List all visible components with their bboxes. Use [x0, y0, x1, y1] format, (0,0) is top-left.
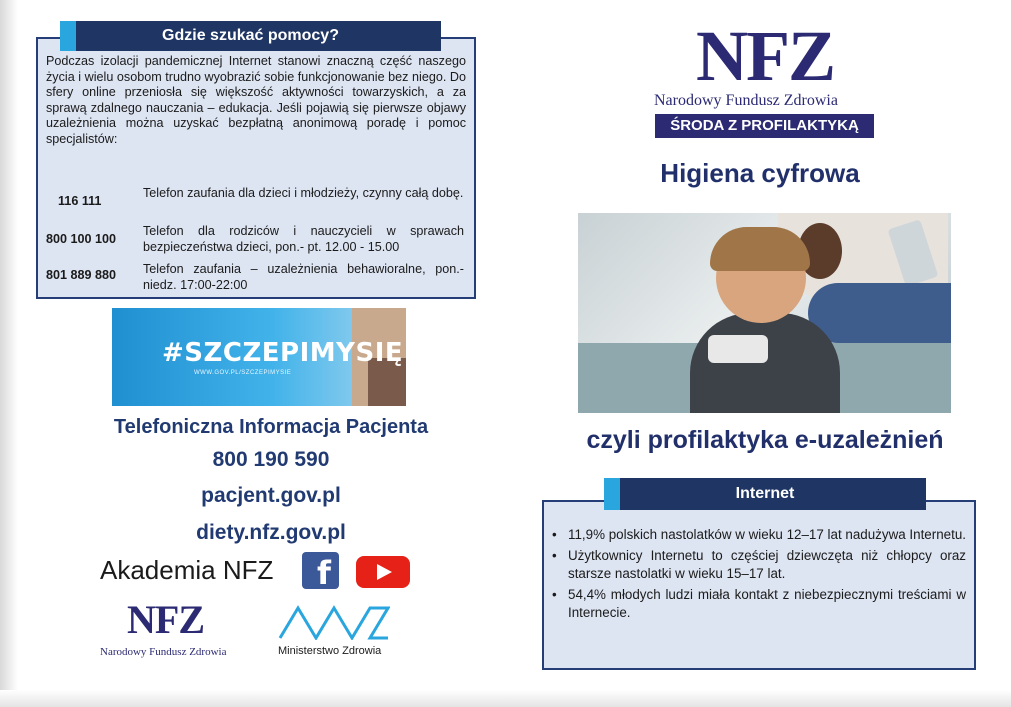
mz-caption: Ministerstwo Zdrowia — [278, 645, 382, 657]
nfz-logo-large: NFZ — [696, 16, 834, 96]
page-shadow-left — [0, 0, 18, 707]
help-intro: Podczas izolacji pandemicznej Internet stanowi znaczną część naszego życia i wielu osobom trudno wyobrazić sobie funkcjonowanie bez niego. Do sfery online przeniosła się większość aktywności towarzyskich, a za sprawą zdalnego nauczania – edukacja. Jeśli pojawią się pierwsze objawy uzależnienia można uzyskać bezpłatną anonimową poradę i pomoc specjalistów: — [46, 54, 466, 146]
campaign-badge: ŚRODA Z PROFILAKTYKĄ — [655, 114, 874, 138]
main-title: Higiena cyfrowa — [660, 158, 860, 188]
internet-header — [604, 478, 926, 510]
akademia-label: Akademia NFZ — [100, 555, 274, 585]
internet-title: Internet — [735, 485, 795, 502]
main-subtitle: czyli profilaktyka e-uzależnień — [586, 426, 944, 454]
nfz-logo-small: NFZ — [127, 597, 204, 642]
phone-number: 801 889 880 — [46, 268, 117, 282]
help-header — [60, 21, 441, 51]
internet-bullets — [552, 526, 966, 625]
facebook-icon[interactable]: f — [302, 552, 339, 589]
photo-shape — [708, 335, 768, 363]
header-accent — [604, 478, 620, 510]
help-title: Gdzie szukać pomocy? — [162, 27, 339, 44]
phone-description: Telefon zaufania dla dzieci i młodzieży, czynny całą dobę. — [143, 186, 464, 200]
tip-label: Telefoniczna Informacja Pacjenta — [113, 416, 429, 438]
site-link-pacjent[interactable]: pacjent.gov.pl — [201, 484, 341, 507]
phone-number: 800 100 100 — [46, 232, 117, 246]
banner-hashtag: #SZCZEPIMYSIĘ — [162, 338, 404, 368]
photo-shape — [710, 227, 810, 271]
header-accent — [60, 21, 76, 51]
phone-description: Telefon dla rodziców i nauczycieli w sprawach bezpieczeństwa dzieci, pon.- pt. 12.00 - 15.00 — [143, 224, 464, 254]
photo-shape — [690, 313, 840, 413]
phone-number: 116 111 — [58, 194, 102, 208]
phone-row — [46, 224, 466, 258]
nfz-subtitle-large: Narodowy Fundusz Zdrowia — [654, 92, 838, 109]
phone-row — [46, 262, 466, 296]
photo-shape — [808, 283, 951, 343]
bullet-item: • 54,4% młodych ludzi miała kontakt z niebezpiecznymi treściami w Internecie. — [552, 586, 966, 623]
youtube-icon[interactable] — [356, 556, 410, 588]
family-photo — [578, 213, 951, 413]
bullet-item: • 11,9% polskich nastolatków w wieku 12–17 lat nadużywa Internetu. — [552, 526, 966, 545]
tip-number: 800 190 590 — [212, 448, 330, 471]
site-link-diety[interactable]: diety.nfz.gov.pl — [196, 521, 346, 544]
page-shadow-bottom — [0, 690, 1011, 707]
phone-description: Telefon zaufania – uzależnienia behawioralne, pon.-niedz. 17:00-22:00 — [143, 262, 464, 292]
bullet-item: • Użytkownicy Internetu to częściej dziewczęta niż chłopcy oraz starsze nastolatki w wieku 15–17 lat. — [552, 547, 966, 584]
nfz-subtitle-small: Narodowy Fundusz Zdrowia — [100, 646, 227, 658]
vaccination-banner[interactable] — [112, 308, 406, 406]
ministerstwo-zdrowia-logo — [278, 604, 390, 640]
banner-url: WWW.GOV.PL/SZCZEPIMYSIE — [194, 370, 292, 376]
phone-row — [46, 186, 466, 220]
